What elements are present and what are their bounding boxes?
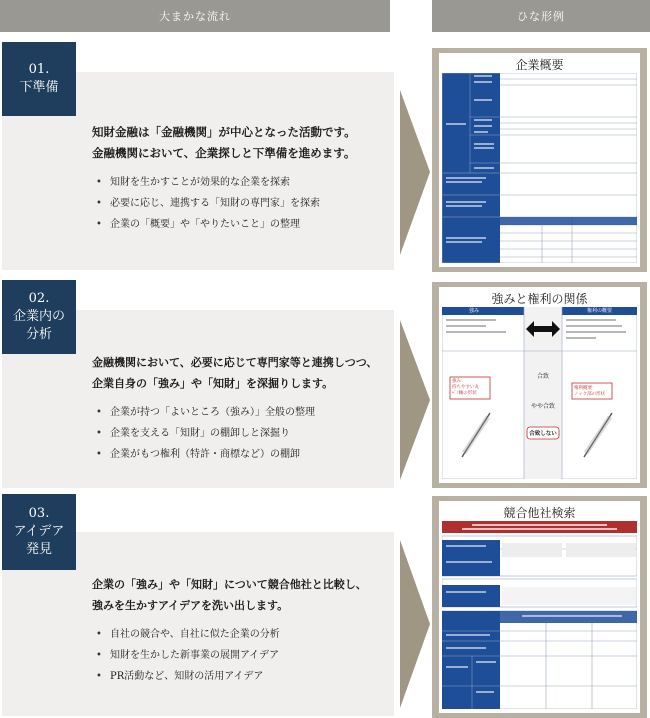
- list-item: • 企業の「概要」や「やりたいこと」の整理: [110, 214, 392, 235]
- list-item: • 自社の競合や、自社に似た企業の分析: [110, 624, 392, 645]
- step-1-number: 01.: [28, 62, 50, 77]
- step-1-content: [92, 122, 392, 235]
- step-3-bullets: [92, 624, 392, 687]
- template-3-title: 競合他社検索: [503, 506, 576, 520]
- template-2-partial-match: やや合致: [530, 403, 555, 410]
- template-2-right-note-line: 権利概要：: [574, 386, 597, 391]
- step-3-title: 発見: [25, 542, 52, 557]
- template-1-thumbnail: [432, 48, 647, 272]
- template-2-left-note-line: 強み：: [452, 379, 466, 384]
- list-item: • PR活動など、知財の活用アイデア: [110, 666, 392, 687]
- step-1-badge: [2, 42, 76, 116]
- template-3-thumbnail: [432, 496, 647, 718]
- template-2-no-match: 合致しない: [529, 431, 557, 437]
- step-3-title: アイデア: [13, 524, 65, 539]
- list-item: • 必要に応じ、連携する「知財の専門家」を探索: [110, 193, 392, 214]
- template-1-page: [439, 53, 640, 267]
- list-item: • 企業が持つ「よいところ（強み）」全般の整理: [110, 402, 397, 423]
- step-2-title: 企業内の: [12, 309, 65, 324]
- template-2-match: 合致: [536, 373, 549, 380]
- template-2-left-note-line: ﾍﾟﾝ軸の形状: [452, 391, 477, 396]
- template-header: [432, 0, 650, 32]
- template-2-right-note: [574, 386, 605, 398]
- step-3-number: 03.: [28, 506, 50, 521]
- template-1-form: [442, 73, 637, 263]
- step-2-lead-line: 金融機関において、必要に応じて専門家等と連携しつつ、: [92, 356, 378, 369]
- list-item: • 知財を生かした新事業の展開アイデア: [110, 645, 392, 666]
- step-2-content: [92, 352, 397, 465]
- step-1-lead-line: 知財金融は「金融機関」が中心となった活動です。: [92, 125, 356, 139]
- step-1-title: 下準備: [19, 80, 59, 95]
- template-2-title: 強みと権利の関係: [491, 292, 588, 306]
- step-2-lead-line: 企業自身の「強み」や「知財」を深掘りします。: [92, 377, 334, 390]
- template-2-left-note-line: 持ちやすい丸: [452, 385, 479, 390]
- list-item: • 企業がもつ権利（特許・商標など）の棚卸: [110, 444, 397, 465]
- flow-header: [0, 0, 390, 32]
- template-3-form: [442, 521, 637, 709]
- flow-header-label: 大まかな流れ: [159, 10, 231, 23]
- step-3-lead-line: 強みを生かすアイデアを洗い出します。: [92, 599, 289, 612]
- step-3-content: [92, 574, 392, 687]
- step-2-number: 02.: [28, 291, 50, 306]
- list-item: • 知財を生かすことが効果的な企業を探索: [110, 172, 392, 193]
- step-2-badge: [2, 280, 76, 354]
- template-2-right-note-line: ノック部の形状: [574, 392, 606, 397]
- template-2-page: [439, 287, 640, 483]
- step-2-title: 分析: [25, 327, 52, 342]
- template-header-label: ひな形例: [517, 10, 565, 23]
- step-1-lead-line: 金融機関において、企業探しと下準備を進めます。: [92, 146, 356, 160]
- step-2-lead: [92, 352, 397, 394]
- template-1-title: 企業概要: [515, 58, 564, 72]
- step-3-badge: [2, 494, 76, 570]
- step-3-lead: [92, 574, 392, 616]
- step-3-lead-line: 企業の「強み」や「知財」について競合他社と比較し、: [92, 578, 367, 591]
- step-1-bullets: [92, 172, 392, 235]
- template-2-thumbnail: [432, 282, 647, 488]
- step-2-arrow: [398, 320, 432, 480]
- list-item: • 企業を支える「知財」の棚卸しと深掘り: [110, 423, 397, 444]
- template-2-col-right: 権利の概要: [587, 308, 613, 314]
- template-2-col-left: 強み: [469, 308, 480, 314]
- step-1-arrow: [398, 90, 432, 255]
- template-2-left-note: [452, 379, 479, 397]
- step-1-lead: [92, 122, 392, 164]
- step-3-arrow: [398, 540, 432, 708]
- step-2-bullets: [92, 402, 397, 465]
- template-3-page: [439, 501, 640, 713]
